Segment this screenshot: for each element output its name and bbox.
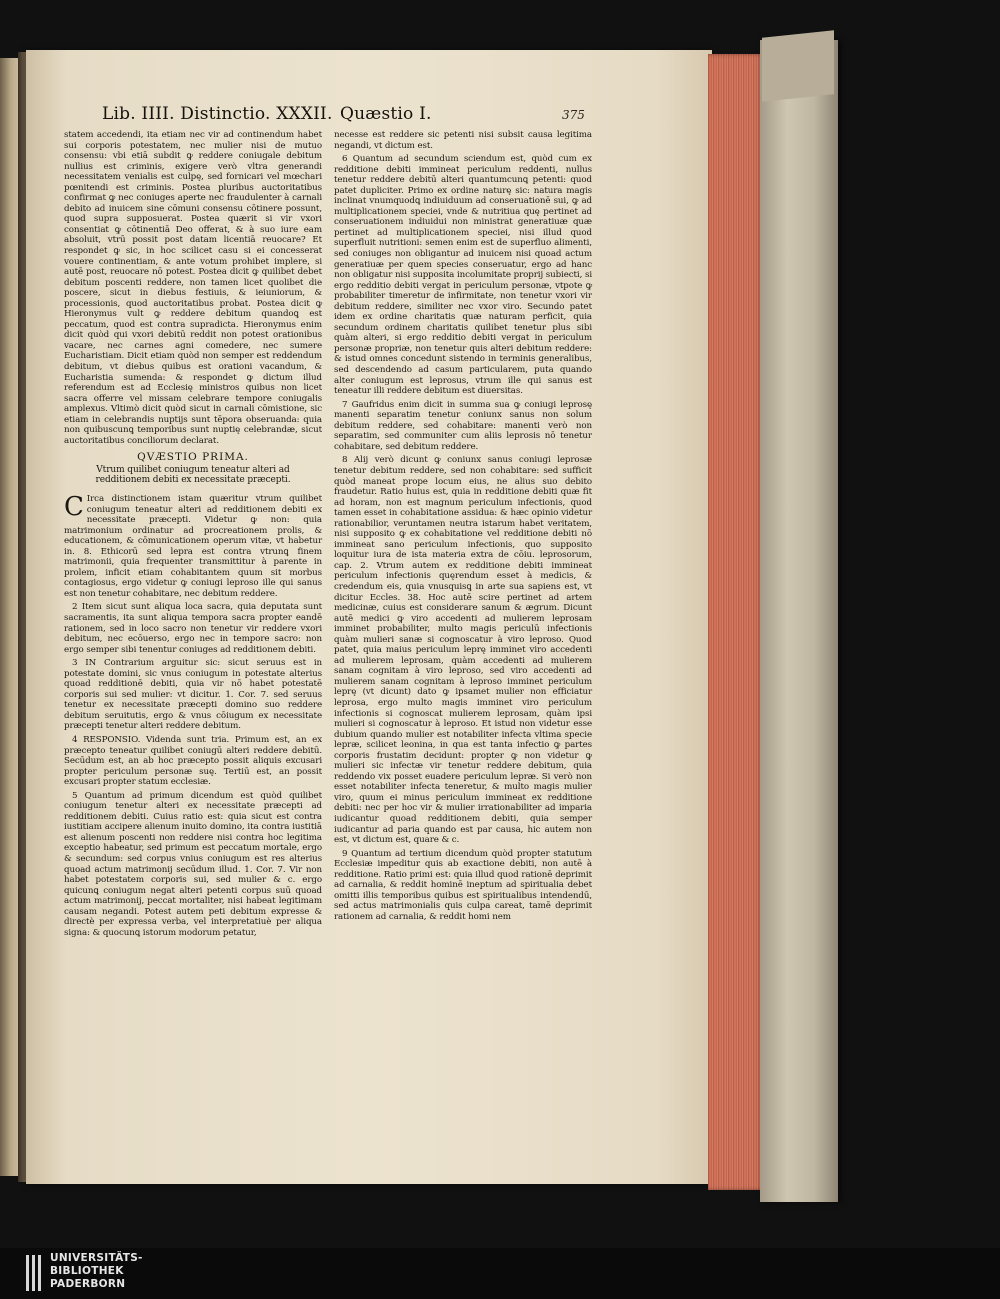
vellum-cover	[760, 40, 838, 1202]
folio-number: 375	[562, 108, 585, 122]
running-head-right: Quæstio I.	[340, 104, 432, 124]
paragraph: 6 Quantum ad secundum sciendum est, quòd cum ex redditione debiti immineat periculum reddenti, nullus tenetur reddere debitū alteri quantumcunꝗ petenti: quod patet dupliciter. Primo ex ordine naturę sic: natura magis inclinat vnumquodꝗ indiuiduum ad conseruationē sui, ꝙ ad multiplicationem speciei, vnde & nutritiua quę pertinet ad conseruationem indiuidui non ministrat generatiuæ quæ pertinet ad multiplicationem speciei, nisi illud quod superfluit nutritioni: semen enim est de superfluo alimenti, sed coniuges non obligantur ad inuicem nisi quoad actum generatiuæ per quem species conseruatur, ergo ad hanc non obligatur nisi supposita incolumitate proprij subiecti, si ergo redditio debiti vergat in periculum personæ, vtpote ꝙ probabiliter timeretur de infirmitate, non tenetur vxori vir debitum reddere, similiter nec vxor viro. Secundo patet idem ex ordine charitatis quæ naturam perficit, quia secundum ordinem charitatis quilibet tenetur plus sibi quàm alteri, si ergo redditio debiti vergat in periculum personæ propriæ, non tenetur quis alteri debitum reddere: & istud omnes concedunt sistendo in terminis generalibus, sed descendendo ad casum particularem, puta quando alter coniugum est leprosus, vtrum ille qui sanus est teneatur illi reddere debitum est diuersitas.	[334, 154, 592, 397]
paragraph: 5 Quantum ad primum dicendum est quòd quilibet coniugum tenetur alteri ex necessitate præcepti ad redditionem debiti. Cuius ratio est: quia sicut est contra iustitiam accipere alienum inuito domino, ita contra iustitiā est alienum poscenti non reddere nisi contra hoc legitima exceptio habeatur, sed primum est peccatum mortale, ergo & secundum: sed corpus vnius coniugum est res alterius quoad actum matrimonij secūdum illud. 1. Cor. 7. Vir non habet potestatem corporis sui, sed mulier & c. ergo quicunꝗ coniugum negat alteri petenti corpus suū quoad actum matrimonij, peccat mortaliter, nisi habeat legitimam causam negandi. Potest autem peti debitum expresse & directè per expressa verba, vel interpretatiuè per aliqua signa: & quocunꝗ istorum modorum petatur,	[64, 790, 322, 938]
paragraph: 7 Gaufridus enim dicit in summa sua ꝙ coniugi leprosę manenti separatim tenetur coniunx sanus non solum debitum reddere, sed cohabitare: manenti verò non separatim, sed communiter cum aliis leprosis nō tenetur cohabitare, sed debitum reddere.	[334, 399, 592, 452]
footer-bar	[0, 1248, 1000, 1299]
paragraph	[64, 491, 322, 599]
paragraph: statem accedendi, ita etiam nec vir ad continendum habet sui corporis potestatem, nec mulier nisi de mutuo consensu: vbi etiā subdit ꝙ reddere coniugale debitum nullius est criminis, exigere verò vltra generandi necessitatem venialis est culpę, sed fornicari vel mœchari pœnitendi est criminis. Postea pluribus auctoritatibus confirmat ꝙ nec coniuges aperte nec fraudulenter à carnali debito ad inuicem sine cōmuni consensu cōtinere possunt, quod supra supposuerat. Postea quærit si vir vxori consentiat ꝙ cōtinentiā Deo offerat, & à suo iure eam absoluit, vtrū possit post datam licentiā reuocare? Et respondet ꝙ sic, in hoc scilicet casu si ei concesserat vouere continentiam, & ante votum prohibet implere, si autē post, reuocare nō potest. Postea dicit ꝙ quilibet debet debitum poscenti reddere, non tamen licet quolibet die poscere, sicut in diebus festiuis, & ieiuniorum, & processionis, quod auctoritatibus probat. Postea dicit ꝙ Hieronymus vult ꝙ reddere debitum quandoꝗ est peccatum, quod est contra supradicta. Hieronymus enim dicit quòd qui vxori debitū reddit non potest orationibus vacare, nec carnes agni comedere, nec sumere Eucharistiam. Dicit etiam quòd non semper est reddendum debitum, vt diebus quibus est orationi vacandum, & Eucharistia sumenda: & respondet ꝙ dictum illud referendum est ad Ecclesię ministros quibus non licet sacra offerre vel missam celebrare tempore coniugalis amplexus. Vltimò dicit quòd sicut in carnali cōmistione, sic etiam in celebrandis nuptijs sunt tēpora obseruanda: quia non quibuscunꝗ temporibus sunt nuptię celebrandæ, sicut auctoritatibus conciliorum declarat.	[64, 130, 322, 446]
vellum-cover-corner	[762, 30, 834, 102]
logo-line: BIBLIOTHEK	[50, 1265, 124, 1277]
running-head-left: Lib. IIII. Distinctio. XXXII.	[102, 104, 333, 124]
paragraph: 9 Quantum ad tertium dicendum quòd propter statutum Ecclesiæ impeditur quis ab exactione debiti, non autē à redditione. Ratio primi est: quia illud quod rationē deprimit ad carnalia, & reddit hominē ineptum ad spiritualia debet omitti illis temporibus quibus est spiritualibus intendendū, sed actus matrimonialis quis culpa careat, tamē deprimit rationem ad carnalia, & reddit homi nem	[334, 848, 592, 922]
paragraph: 2 Item sicut sunt aliqua loca sacra, quia deputata sunt sacramentis, ita sunt aliqua tempora sacra propter eandē rationem, sed in loco sacro non tenetur vir reddere vxori debitum, nec ecōuerso, ergo nec in tempore sacro: non ergo semper sibi tenentur coniuges ad redditionem debiti.	[64, 602, 322, 655]
paragraph-text: Irca distinctionem istam quæritur vtrum quilibet coniugum teneatur alteri ad redditionem debiti ex necessitate præcepti. Videtur ꝙ non: quia matrimonium ordinatur ad procreationem prolis, & educationem, & cōmunicationem operum vitæ, vt habetur in. 8. Ethicorū sed lepra est contra vtrunꝗ finem matrimonii, quia frequenter transmittitur à parente in prolem, inficit etiam cohabitantem quum sit morbus contagiosus, ergo videtur ꝙ coniugi leproso ille qui sanus est non tenetur cohabitare, nec debitum reddere.	[64, 493, 322, 599]
question-title: QVÆSTIO PRIMA.	[137, 451, 249, 464]
library-logo-icon	[26, 1255, 42, 1291]
library-logo-text	[50, 1252, 143, 1291]
initial-letter: C	[64, 491, 84, 522]
right-text-column	[334, 130, 592, 925]
logo-line: PADERBORN	[50, 1278, 126, 1290]
red-page-edges	[708, 54, 764, 1190]
question-subtitle: Vtrum quilibet coniugum teneatur alteri ad redditionem debiti ex necessitate præcepti.	[95, 464, 291, 486]
left-text-column	[64, 130, 322, 941]
paragraph: 3 IN Contrarium arguitur sic: sicut seruus est in potestate domini, sic vnus coniugum in potestate alterius quoad redditionē debiti, quia vir nō habet potestatē corporis sui sed mulier: vt dicitur. 1. Cor. 7. sed seruus tenetur ex necessitate præcepti domino suo reddere debitum seruitutis, ergo & vnus cōiugum ex necessitate præcepti tenetur alteri reddere debitum.	[64, 658, 322, 732]
paragraph: necesse est reddere sic petenti nisi subsit causa legitima negandi, vt dictum est.	[334, 130, 592, 151]
logo-line: UNIVERSITÄTS-	[50, 1252, 143, 1264]
paragraph: 8 Alij verò dicunt ꝙ coniunx sanus coniugi leprosæ tenetur debitum reddere, sed non cohabitare: sed sufficit quòd maneat prope locum eius, ne alius suo debito fraudetur. Ratio huius est, quia in redditione debiti quæ fit ad horam, non est magnum periculum infectionis, quod tamen esset in cohabitatione assidua: & hæc opinio videtur rationabilior, veruntamen neutra istarum habet veritatem, nisi supposito ꝙ ex cohabitatione vel redditione debiti nō immineat sano periculum infectionis, quo supposito loquitur iura de ista materia extra de cōiu. leprosorum, cap. 2. Vtrum autem ex redditione debiti immineat periculum infectionis quęrendum esset à medicis, & credendum eis, quia vnusquisꝗ in arte sua sapiens est, vt dicitur Eccles. 38. Hoc autē scire pertinet ad artem medicinæ, cuius est considerare sanum & ægrum. Dicunt autē medici ꝙ viro accedenti ad mulierem leprosam imminet probabiliter, multo magis periculū infectionis quàm mulieri sanæ si cognoscatur à viro leproso. Quod patet, quia maius periculum leprę imminet viro accedenti ad mulierem leprosam, quàm accedenti ad mulierem sanam cognitam à viro leproso, sed viro accedenti ad mulierem sanam cognitam à leproso imminet periculum leprę (vt dicunt) dato ꝙ ipsamet mulier non efficiatur leprosa, ergo multo magis imminet viro periculum infectionis si cognoscat mulierem leprosam, quàm ipsi mulieri si cognoscatur à leproso. Et istud non videtur esse dubium quando mulier est notabiliter infecta vltima specie lepræ, scilicet leonina, in qua est tanta infectio ꝙ partes corporis frustatim decidunt: propter ꝙ non videtur ꝙ mulieri sic infectæ vir tenetur reddere debitum, quia reddendo vix posset euadere periculum lepræ. Si verò non esset notabiliter infecta teneretur, & multo magis mulier viro, quum ei minus periculum immineat ex redditione debiti: nec per hoc vir & mulier irrationabiliter ad imparia iudicantur quoad redditionem debiti, quia semper iudicantur ad paria quando est par causa, hic autem non est, vt dictum est, quare & c.	[334, 455, 592, 846]
paragraph: 4 RESPONSIO. Videnda sunt tria. Primum est, an ex præcepto teneatur quilibet coniugū alteri reddere debitū. Secūdum est, an ab hoc præcepto possit aliquis excusari propter periculum personæ suę. Tertiū est, an possit excusari propter statum ecclesiæ.	[64, 734, 322, 788]
